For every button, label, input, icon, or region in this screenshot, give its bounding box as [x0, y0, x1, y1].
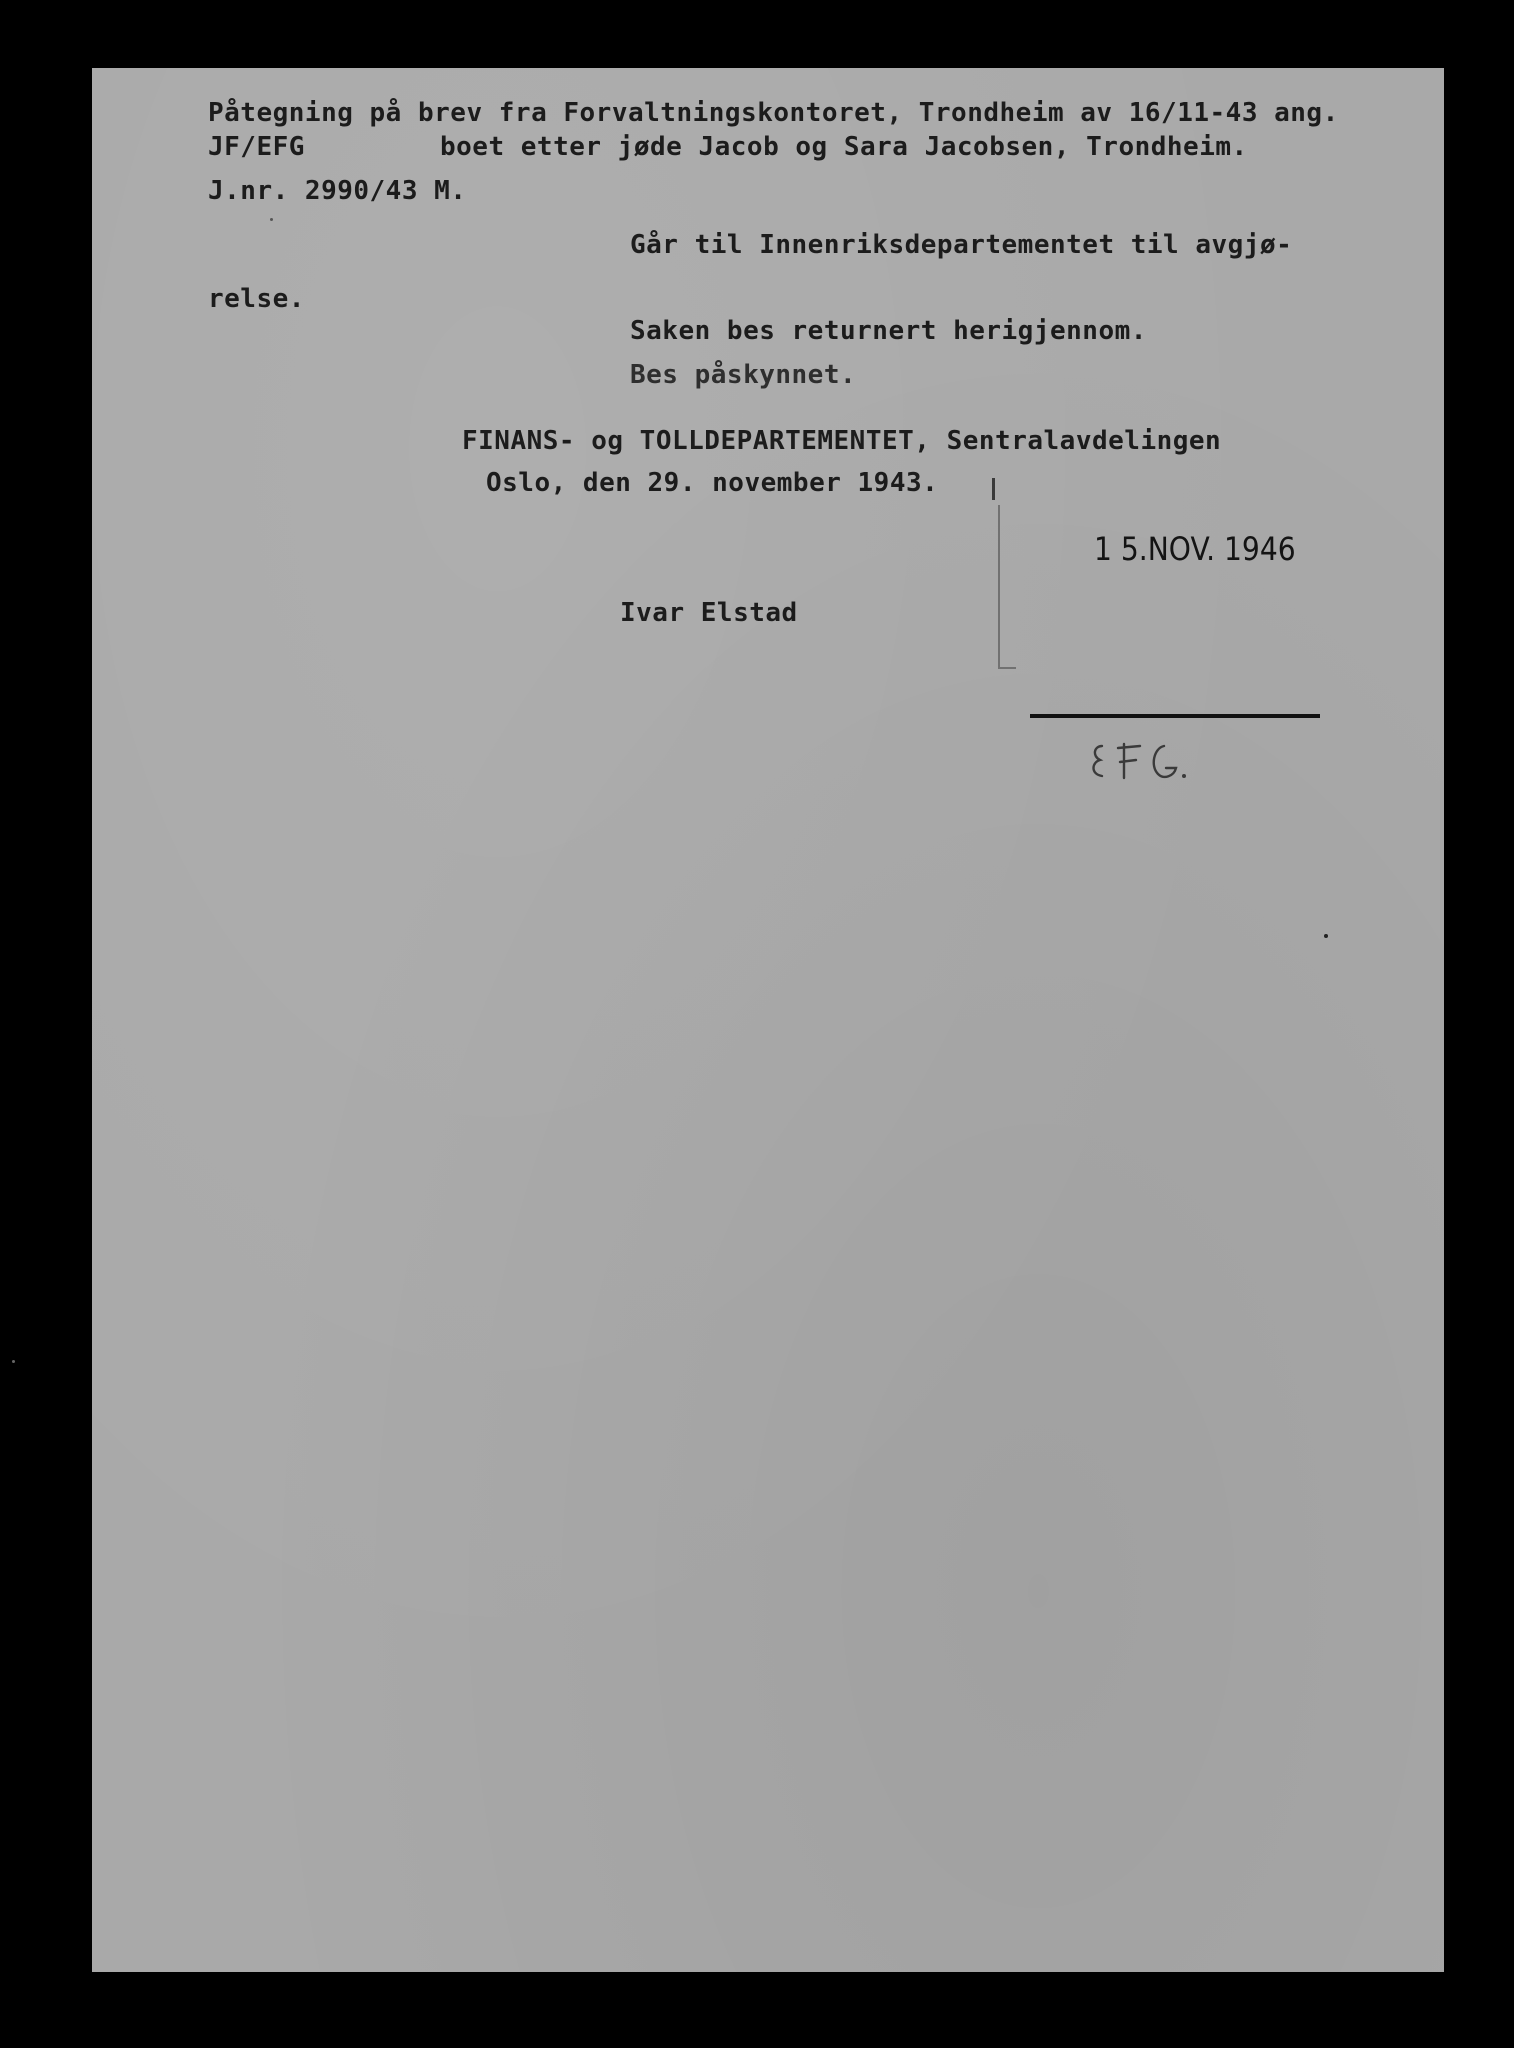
subject-line-continued: boet etter jøde Jacob og Sara Jacobsen, Trondheim. — [440, 132, 1248, 162]
paper-speck — [270, 218, 273, 221]
journal-number: J.nr. 2990/43 M. — [208, 176, 467, 206]
received-date-stamp: 1 5.NOV. 1946 — [1094, 530, 1296, 568]
handwritten-initials — [1088, 736, 1198, 790]
signature-rule — [1030, 714, 1320, 718]
paper-speck — [1324, 934, 1328, 938]
reference-code: JF/EFG — [208, 132, 305, 162]
document-page — [92, 68, 1444, 1972]
place-and-date: Oslo, den 29. november 1943. — [486, 468, 939, 498]
department-name: FINANS- og TOLLDEPARTEMENTET, Sentralavdelingen — [462, 426, 1222, 456]
return-request: Saken bes returnert herigjennom. — [630, 316, 1147, 346]
scan-speck — [12, 1360, 15, 1363]
subject-line: Påtegning på brev fra Forvaltningskontoret, Trondheim av 16/11-43 ang. — [208, 98, 1339, 128]
signatory-name: Ivar Elstad — [620, 598, 798, 628]
forwarding-note-continued: relse. — [208, 284, 305, 314]
stamp-mark — [992, 478, 995, 500]
expedite-request: Bes påskynnet. — [630, 360, 857, 390]
forwarding-note: Går til Innenriksdepartementet til avgjø- — [630, 230, 1293, 260]
stamp-border — [998, 505, 1016, 669]
